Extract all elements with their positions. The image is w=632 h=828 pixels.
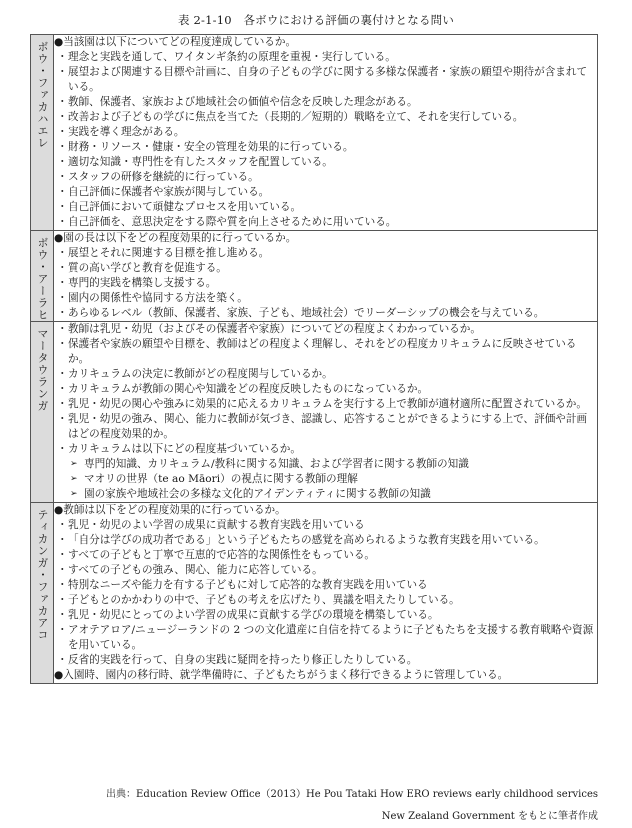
- list-item-text: 自己評価に保護者や家族が関与している。: [68, 186, 270, 198]
- list-item-text: 教師、保護者、家族および地域社会の価値や信念を反映した理念がある。: [68, 96, 418, 108]
- section-label-cell: [31, 35, 54, 231]
- bullet-icon: ・: [57, 564, 68, 576]
- section-body: [54, 322, 598, 503]
- list-item: [54, 397, 597, 412]
- source-line-2: New Zealand Government をもとに筆者作成: [381, 811, 598, 822]
- list-item-text: あらゆるレベル（教師、保護者、家族、子ども、地域社会）でリーダーシップの機会を与えている。: [68, 307, 545, 319]
- list-item-text: 保護者や家族の願望や目標を、教師はどの程度よく理解し、それをどの程度カリキュラムに反映させているか。: [68, 338, 577, 365]
- bullet-icon: ・: [57, 594, 68, 606]
- bullet-icon: ・: [57, 111, 68, 123]
- list-item: [54, 170, 597, 185]
- table-title: 表 2-1-10 各ボウにおける評価の裏付けとなる問い: [177, 13, 455, 27]
- section-row: [31, 503, 598, 684]
- sub-list-item: [70, 457, 597, 472]
- section-row: [31, 231, 598, 322]
- section-label-cell: [31, 322, 54, 503]
- list-item-text: 適切な知識・専門性を有したスタッフを配置している。: [68, 156, 333, 168]
- arrow-bullet-icon: ➢: [70, 489, 78, 499]
- sub-list: [54, 457, 597, 502]
- list-item-text: 園内の関係性や協同する方法を築く。: [68, 292, 248, 304]
- list-item-text: 理念と実践を通して、ワイタンギ条約の原理を重視・実行している。: [68, 51, 396, 63]
- bullet-icon: ・: [57, 66, 68, 78]
- bullet-icon: ・: [57, 141, 68, 153]
- list-item: [54, 261, 597, 276]
- bullet-icon: ・: [57, 51, 68, 63]
- list-item: [54, 140, 597, 155]
- list-item-text: 自己評価において頑健なプロセスを用いている。: [68, 201, 302, 213]
- list-item: [54, 215, 597, 230]
- list-item: [54, 276, 597, 291]
- arrow-bullet-icon: ➢: [70, 459, 78, 469]
- list-item-text: 子どもとのかかわりの中で、子どもの考えを広げたり、異議を唱えたりしている。: [68, 594, 460, 606]
- section-label: ボウ・アーラヒ: [36, 237, 49, 321]
- section-question: ●当該園は以下についてどの程度達成しているか。: [54, 36, 297, 48]
- section-body: [54, 35, 598, 231]
- list-item-text: 反省的実践を行って、自身の実践に疑問を持ったり修正したりしている。: [68, 654, 418, 666]
- question-list: [54, 50, 597, 230]
- section-label-cell: [31, 503, 54, 684]
- section-label: ティカンガ・ファカアコ: [36, 509, 49, 641]
- list-item-text: 専門的実践を構築し支援する。: [68, 277, 217, 289]
- list-item: [54, 306, 597, 321]
- bullet-icon: ・: [57, 549, 68, 561]
- list-item: [54, 337, 597, 367]
- bullet-icon: ・: [57, 262, 68, 274]
- section-label: ボウ・ファカハエレ: [36, 41, 49, 149]
- list-item: [54, 50, 597, 65]
- bullet-icon: ・: [57, 186, 68, 198]
- bullet-icon: ・: [57, 247, 68, 259]
- list-item: [54, 578, 597, 593]
- list-item: [54, 412, 597, 442]
- bullet-icon: ・: [57, 519, 68, 531]
- list-item-text: 乳児・幼児のよい学習の成果に貢献する教育実践を用いている: [68, 519, 365, 531]
- bullet-icon: ・: [57, 413, 68, 425]
- list-item: [54, 442, 597, 457]
- bullet-icon: ・: [57, 96, 68, 108]
- list-item-text: すべての子どもの強み、関心、能力に応答している。: [68, 564, 323, 576]
- sub-list-item: [70, 487, 597, 502]
- list-item: [54, 367, 597, 382]
- list-item: [54, 623, 597, 653]
- bullet-icon: ・: [57, 443, 68, 455]
- list-item-text: カリキュラムの決定に教師がどの程度関与しているか。: [68, 368, 333, 380]
- list-item: [54, 548, 597, 563]
- list-item-text: 実践を導く理念がある。: [68, 126, 185, 138]
- list-item-text: 乳児・幼児の強み、関心、能力に教師が気づき、認識し、応答することができるようにする上で、評価や計画はどの程度効果的か。: [68, 413, 588, 440]
- bullet-icon: ・: [57, 579, 68, 591]
- section-question: ●園の長は以下をどの程度効果的に行っているか。: [54, 232, 297, 244]
- bullet-icon: ・: [57, 201, 68, 213]
- list-item: [54, 518, 597, 533]
- bullet-icon: ・: [57, 323, 68, 335]
- section-row: [31, 322, 598, 503]
- section-label-cell: [31, 231, 54, 322]
- question-list: [54, 518, 597, 668]
- sub-list-item-text: 園の家族や地域社会の多様な文化的アイデンティティに関する教師の知識: [84, 488, 431, 500]
- bullet-icon: ・: [57, 398, 68, 410]
- list-item-text: 乳児・幼児にとってのよい学習の成果に貢献する学びの環境を構築している。: [68, 609, 439, 621]
- list-item: [54, 65, 597, 95]
- list-item-text: 特別なニーズや能力を有する子どもに対して応答的な教育実践を用いている: [68, 579, 428, 591]
- list-item: [54, 322, 597, 337]
- list-item: [54, 291, 597, 306]
- list-item-text: 財務・リソース・健康・安全の管理を効果的に行っている。: [68, 141, 354, 153]
- list-item: [54, 563, 597, 578]
- bullet-icon: ・: [57, 126, 68, 138]
- bullet-icon: ・: [57, 534, 68, 546]
- list-item: [54, 110, 597, 125]
- list-item: [54, 382, 597, 397]
- bullet-icon: ・: [57, 654, 68, 666]
- arrow-bullet-icon: ➢: [70, 474, 78, 484]
- section-label: マータウランガ: [36, 328, 49, 412]
- bullet-icon: ・: [57, 383, 68, 395]
- bullet-icon: ・: [57, 307, 68, 319]
- question-list: [54, 246, 597, 321]
- section-question: ●教師は以下をどの程度効果的に行っているか。: [54, 504, 286, 516]
- bullet-icon: ・: [57, 624, 68, 636]
- list-item-text: スタッフの研修を継続的に行っている。: [68, 171, 259, 183]
- list-item-text: 改善および子どもの学びに焦点を当てた（長期的／短期的）戦略を立て、それを実行している。: [68, 111, 524, 123]
- bullet-icon: ・: [57, 368, 68, 380]
- list-item-text: 展望および関連する目標や計画に、自身の子どもの学びに関する多様な保護者・家族の願望や期待が含まれている。: [68, 66, 588, 93]
- bullet-icon: ・: [57, 156, 68, 168]
- list-item-text: 「自分は学びの成功者である」という子どもたちの感覚を高められるような教育実践を用いている。: [68, 534, 545, 546]
- list-item-text: カリキュラムは以下にどの程度基づいているか。: [68, 443, 301, 455]
- list-item-text: アオテアロア/ニュージーランドの 2 つの文化遺産に自信を持てるように子どもたちを支援する教育戦略や資源を用いている。: [68, 624, 594, 651]
- list-item: [54, 593, 597, 608]
- bullet-icon: ・: [57, 216, 68, 228]
- bullet-icon: ・: [57, 292, 68, 304]
- section-body: [54, 503, 598, 684]
- evaluation-table: [30, 34, 598, 684]
- list-item-text: 展望とそれに関連する目標を推し進める。: [68, 247, 270, 259]
- list-item-text: 教師は乳児・幼児（およびその保護者や家族）についてどの程度よくわかっているか。: [68, 323, 481, 335]
- section-body: [54, 231, 598, 322]
- sub-list-item-text: 専門的知識、カリキュラム/教科に関する知識、および学習者に関する教師の知識: [84, 458, 469, 470]
- list-item: [54, 653, 597, 668]
- source-line-1: 出典：Education Review Office（2013）He Pou Tataki How ERO reviews early childhood services: [106, 789, 598, 800]
- list-item: [54, 246, 597, 261]
- bullet-icon: ・: [57, 609, 68, 621]
- sub-list-item-text: マオリの世界（te ao Māori）の視点に関する教師の理解: [84, 473, 358, 485]
- list-item-text: すべての子どもと丁寧で互恵的で応答的な関係性をもっている。: [68, 549, 376, 561]
- list-item: [54, 185, 597, 200]
- list-item-text: カリキュラムが教師の関心や知識をどの程度反映したものになっているか。: [68, 383, 429, 395]
- section-tail-question: ●入園時、園内の移行時、就学準備時に、子どもたちがうまく移行できるように管理している。: [54, 669, 509, 681]
- list-item: [54, 95, 597, 110]
- list-item: [54, 155, 597, 170]
- section-row: [31, 35, 598, 231]
- list-item-text: 質の高い学びと教育を促進する。: [68, 262, 227, 274]
- bullet-icon: ・: [57, 171, 68, 183]
- list-item-text: 乳児・幼児の関心や強みに効果的に応えるカリキュラムを実行する上で教師が適材適所に配置されているか。: [68, 398, 587, 410]
- list-item: [54, 533, 597, 548]
- bullet-icon: ・: [57, 338, 68, 350]
- list-item: [54, 608, 597, 623]
- question-list: [54, 322, 597, 457]
- list-item: [54, 200, 597, 215]
- bullet-icon: ・: [57, 277, 68, 289]
- list-item-text: 自己評価を、意思決定をする際や質を向上させるために用いている。: [68, 216, 397, 228]
- list-item: [54, 125, 597, 140]
- sub-list-item: [70, 472, 597, 487]
